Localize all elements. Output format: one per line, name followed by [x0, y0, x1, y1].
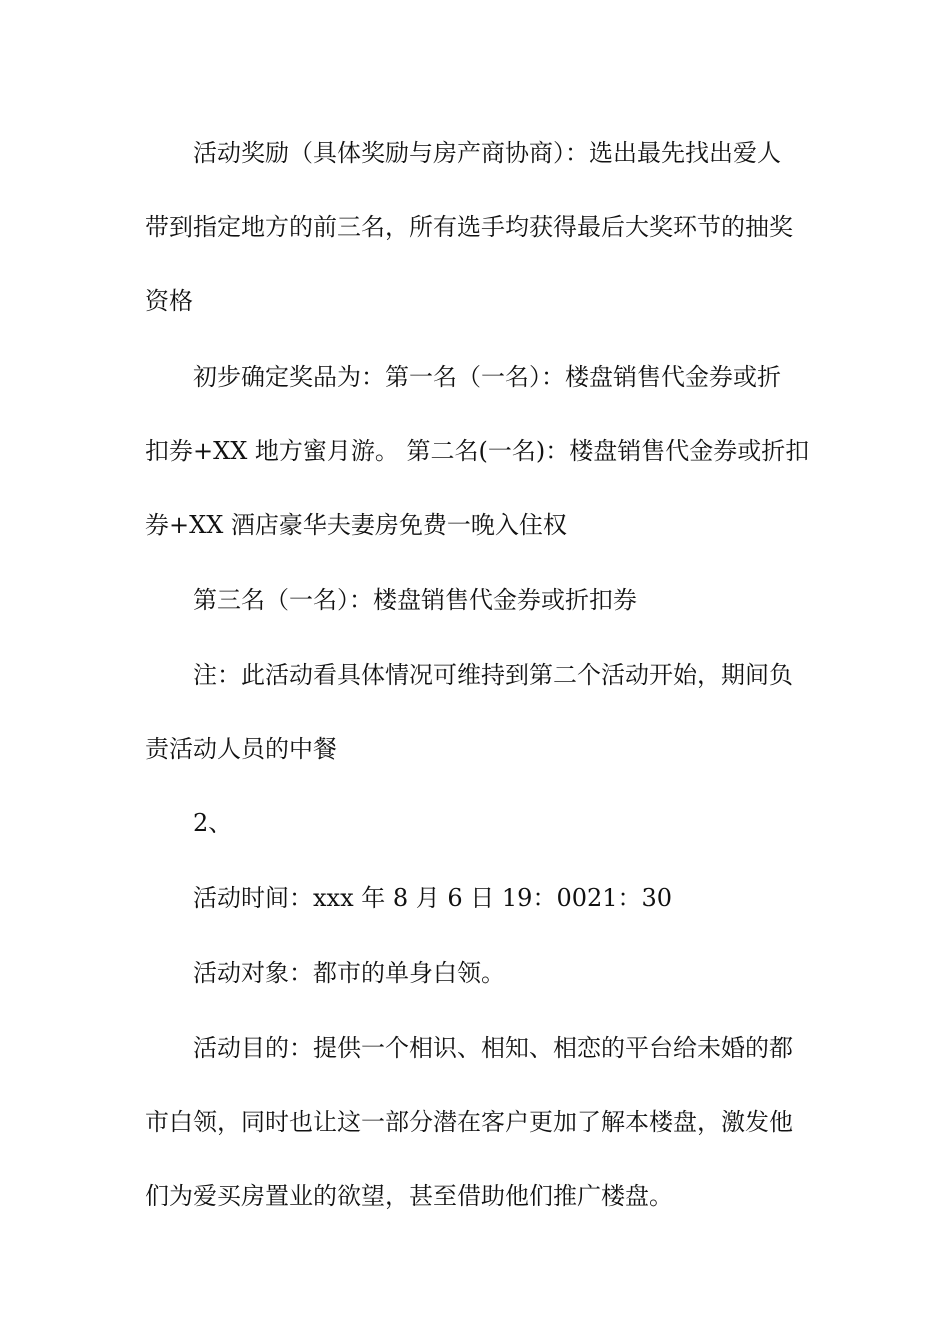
text-line: 第三名（一名）：楼盘销售代金券或折扣券 — [193, 586, 637, 614]
text-line: 市白领，同时也让这一部分潜在客户更加了解本楼盘，激发他 — [145, 1108, 793, 1136]
text-line: 活动时间：xxx 年 8 月 6 日 19：0021：30 — [193, 884, 673, 912]
text-line: 带到指定地方的前三名，所有选手均获得最后大奖环节的抽奖 — [145, 213, 793, 241]
text-line: 注：此活动看具体情况可维持到第二个活动开始，期间负 — [193, 661, 793, 689]
text-line: 资格 — [145, 287, 193, 315]
text-line: 活动目的：提供一个相识、相知、相恋的平台给未婚的都 — [193, 1034, 793, 1062]
section-number: 2、 — [193, 809, 233, 837]
text-line: 活动奖励（具体奖励与房产商协商）：选出最先找出爱人 — [193, 139, 781, 167]
text-line: 责活动人员的中餐 — [145, 735, 337, 763]
text-line: 们为爱买房置业的欲望，甚至借助他们推广楼盘。 — [145, 1182, 673, 1210]
text-line: 活动对象：都市的单身白领。 — [193, 959, 505, 987]
text-line: 扣券+XX 地方蜜月游。 第二名(一名)：楼盘销售代金券或折扣 — [145, 437, 810, 465]
text-line: 券+XX 酒店豪华夫妻房免费一晚入住权 — [145, 511, 567, 539]
text-line: 初步确定奖品为：第一名（一名）：楼盘销售代金券或折 — [193, 363, 781, 391]
